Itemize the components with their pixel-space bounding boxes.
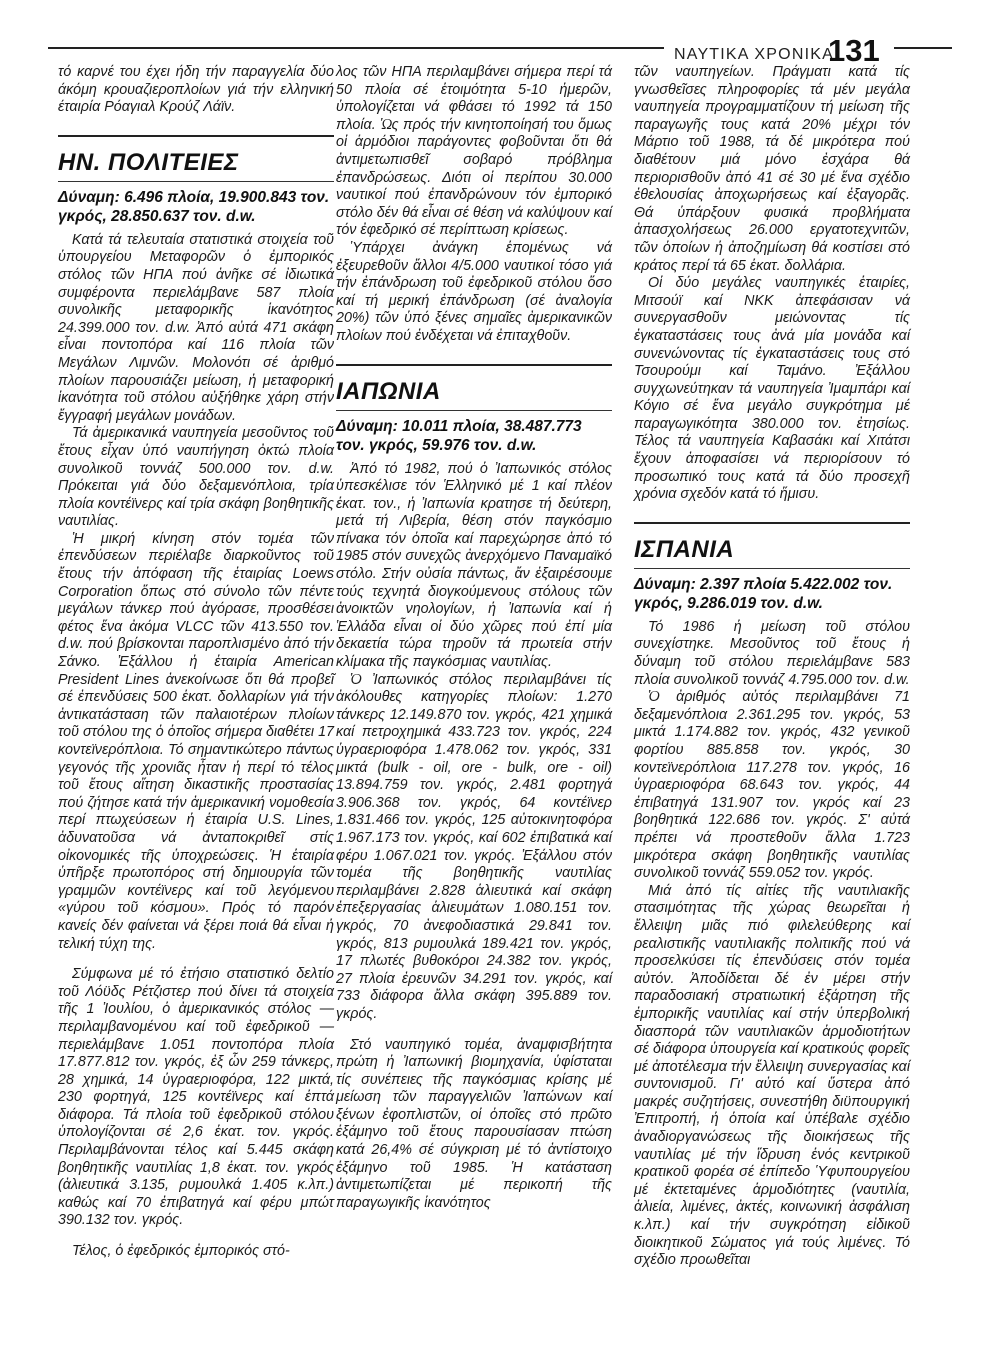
section-rule-spain <box>634 522 910 524</box>
usa-paragraph-1: Κατά τά τελευταία στατιστικά στοιχεία τοῦ ὑπουργείου Μεταφορῶν ὁ ἐμπορικός στόλος τῶν ΗΠΑ πού ἀνῆκε σέ ἰδιωτικά συμφέροντα περιελάμβανε 587 πλοία συνολικῆς μεταφορικῆς ἱκανότητος 24.399.000 τον. d.w. Ἀπό αὐτά 471 σκάφη εἶναι ποντοπόρα καί 116 πλοία τῶν Μεγάλων Λιμνῶν. Μολονότι σέ ἀριθμό πλοίων παρουσιάζει μείωση, ἡ μεταφορική ἱκανότητα τοῦ στόλου αὐξήθηκε χάρη στήν ἔγγραφή μεγάλων μονάδων. <box>58 231 334 424</box>
column-2 <box>336 64 612 1212</box>
spain-paragraph-2: Ὁ ἀριθμός αὐτός περιλαμβάνει 71 δεξαμενόπλοια 2.361.295 τον. γκρός, 53 μικτά 1.174.882 τον. γκρός, 432 γενικοῦ φορτίου 885.858 τον. γκρός, 30 κοντεϊνερόπλοια 117.278 τον. γκρός, 16 ὑγραεριοφόρα 68.643 τον. γκρός, 44 ἐπιβατηγά 131.907 τον. γκρός καί 23 βοηθητικά 122.686 τον. γκρός. Σ' αὐτά πρέπει νά προστεθοῦν ἄλλα 1.723 μικρότερα σκάφη βοηθητικῆς ναυτιλίας συνολικοῦ τοννάζ 559.052 τον. γκρός. <box>634 689 910 882</box>
title-underline-spain <box>634 568 910 569</box>
section-title-usa: ΗΝ. ΠΟΛΙΤΕΙΕΣ <box>58 148 239 176</box>
section-title-japan: ΙΑΠΩΝΙΑ <box>336 377 441 405</box>
title-underline-japan <box>336 410 612 411</box>
section-stats-spain: Δύναμη: 2.397 πλοία 5.422.002 τον. γκρός, 9.286.019 τον. d.w. <box>634 575 893 612</box>
header-rule-left <box>48 47 664 49</box>
section-stats-usa: Δύναμη: 6.496 πλοία, 19.900.843 τον. γκρός, 28.850.637 τον. d.w. <box>58 188 330 225</box>
page-number: 131 <box>828 33 880 68</box>
japan-paragraph-4: Οἱ δύο μεγάλες ναυπηγικές ἑταιρίες, Μιτσούϊ καί ΝΚΚ ἀπεφάσισαν νά συνεργασθοῦν μειώνοντας τίς ἐγκαταστάσεις τους ἀνά μία μονάδα καί συνενώνοντας τίς ἐγκαταστάσεις τους στό Τσουρούμι καί Ταμάνο. Ἐξάλλου συγχωνεύτηκαν τά ναυπηγεία Ἰμαμπάρι καί Κόγιο σέ ἕνα μεγάλο συγκρότημα μέ παραγωγικότητα 380.000 τον. ἐτησίως. Τέλος τά ναυπηγεία Καβασάκι καί Χιτάτσι ἔχουν ἀποφασίσει νά περιορίσουν τό προσωπικό τους κατά τά δύο προσεχῆ χρόνια σχεδόν κατά τό ἥμισυ. <box>634 275 910 503</box>
japan-paragraph-1: Ἀπό τό 1982, πού ὁ Ἰαπωνικός στόλος ὑπεσκέλισε τόν Ἑλληνικό μέ 1 καί πλέον ἑκατ. τον., ἡ Ἰαπωνία κρατησε τή δεύτερη, μετά τή Λιβερία, θέση στόν παγκόσμιο πίνακα τόν ὁποῖα καί παρεχώρησε ἀπό τό 1985 στόν συνεχῶς ἀνερχόμενο Παναμαϊκό στόλο. Στήν οὐσία πάντως, ἄν ἐξαιρέσουμε τούς τεχνητά διογκούμενους στόλους τῶν ἀνοικτῶν νηολογίων, ἡ Ἰαπωνία καί ἡ Ἑλλάδα εἶναι οἱ δύο χῶρες πού ἐπί μία δεκαετία τώρα τηροῦν τά πρωτεία στήν κλίμακα τῆς παγκόσμιας ναυτιλίας. <box>336 460 612 671</box>
usa-paragraph-4: Σύμφωνα μέ τό ἐτήσιο στατιστικό δελτίο τοῦ Λόϋδς Ρέτζιστερ πού δίνει τά στοιχεία τῆς 1 Ἰουλίου, ὁ ἀμερικανικός στόλος — περιλαμβανομένου καί τοῦ ἐφεδρικοῦ — περιελάμβανε 1.051 ποντοπόρα πλοία 17.877.812 τον. γκρός, ἐξ ὧν 259 τάνκερς, 28 χημικά, 14 ὑγραεριοφόρα, 122 μικτά, 230 φορτηγά, 125 κοντέϊνερς καί ἑπτά διάφορα. Τά πλοία τοῦ ἐφεδρικοῦ στόλου ὑπολογίζονται σέ 2,6 ἑκατ. τον. γκρός. Περιλαμβάνονται τέλος καί 5.445 σκάφη βοηθητικῆς ναυτιλίας 1,8 ἑκατ. τον. γκρός (ἀλιευτικά 3.135, ρυμουλκά 1.405 κ.λπ.) καθώς καί 70 ἐπιβατηγά καί φέρυ μπώτ 390.132 τον. γκρός. <box>58 966 334 1229</box>
column-1 <box>58 64 334 1261</box>
usa-paragraph-6: Ὑπάρχει ἀνάγκη ἑπομένως νά ἐξευρεθοῦν ἄλλοι 4/5.000 ναυτικοί τόσο γιά τήν ἐπάνδρωση τοῦ ἐφεδρικοῦ στόλου ὅσο καί τή μερική ἐπάνδρωση (σέ ἀναλογία 20%) τῶν ὑπό ξένες σημαῖες ἀμερικανικῶν πλοίων πού ἐνδέχεται νά ἐπιταχθοῦν. <box>336 239 612 344</box>
usa-paragraph-3: Ἡ μικρή κίνηση στόν τομέα τῶν ἐπενδύσεων περιέλαβε διαρκοῦντος τοῦ ἔτους τήν ἀπόφαση τῆς ἑταιρίας Loews Corporation ὅπως στό σύνολο τῶν πέντε μεγάλων τάνκερ πού ἀγόρασε, προσθέσει φέτος ἕνα ἀκόμα VLCC τῶν 413.550 τον. d.w. πού βρίσκονται παροπλισμένο ἀπό τήν Σάνκο. Ἐξάλλου ἡ ἑταιρία American President Lines ἀνεκοίνωσε ὅτι θά προβεῖ σέ ἐπενδύσεις 500 ἑκατ. δολλαρίων γιά τήν ἀντικατάσταση τῶν παλαιοτέρων πλοίων τοῦ στόλου της ὁ ὁποῖος σήμερα διαθέτει 17 κοντεϊνερόπλοια. Τό σημαντικώτερο πάντως γεγονός τῆς χρονιᾶς ἦταν ἡ περί τό τέλος τοῦ ἔτους αἴτηση δικαστικῆς προστασίας πού ζήτησε κατά τήν ἀμερικανική νομοθεσία περί πτωχεύσεων ἡ ἑταιρία U.S. Lines, ἀδυνατοῦσα νά ἀνταποκριθεῖ στίς οἰκονομικές τῆς ὑποχρεώσεις. Ἡ ἑταιρία ὑπῆρξε πρωτοπόρος στή δημιουργία τῶν γραμμῶν κοντέϊνερς καί τοῦ λεγόμενου «γύρου τοῦ κόσμου». Πρός τό παρόν κανείς δέν φαίνεται νά ξέρει ποιά θά εἶναι ἡ τελική τύχη της. <box>58 530 334 952</box>
journal-title: ΝΑΥΤΙΚΑ ΧΡΟΝΙΚΑ <box>674 46 834 63</box>
header-rule-right <box>894 47 952 49</box>
section-title-spain: ΙΣΠΑΝΙΑ <box>634 535 735 563</box>
intro-paragraph: τό καρνέ του έχει ήδη τήν παραγγελία δύο άκόμη κρουαζιεροπλοίων γιά τήν ελληνική έταιρία Ρόαγιαλ Κρούζ Λάϊν. <box>58 64 334 116</box>
usa-paragraph-5: Τέλος, ὁ ἐφεδρικός ἐμπορικός στό- <box>72 1243 290 1260</box>
section-stats-japan: Δύναμη: 10.011 πλοία, 38.487.773 τον. γκρός, 59.976 τον. d.w. <box>336 417 582 454</box>
spain-paragraph-1: Τό 1986 ἡ μείωση τοῦ στόλου συνεχίστηκε. Μεσοῦντος τοῦ ἔτους ἡ δύναμη τοῦ στόλου περιελάμβανε 583 πλοία συνολικοῦ τοννάζ 4.795.000 τον. d.w. <box>634 618 910 688</box>
usa-paragraph-2: Τά ἀμερικανικά ναυπηγεία μεσοῦντος τοῦ ἔτους εἶχαν ὑπό ναυπήγηση ὀκτώ πλοία συνολικοῦ τοννάζ 500.000 τον. d.w. Πρόκειται γιά δύο δεξαμενόπλοια, τρία πλοία κοντέϊνερς καί τρία σκάφη βοηθητικῆς ναυτιλίας. <box>58 425 334 530</box>
japan-paragraph-2: Ὁ Ἰαπωνικός στόλος περιλαμβάνει τίς ἀκόλουθες κατηγορίες πλοίων: 1.270 τάνκερς 12.149.870 τον. γκρός, 421 χημικά καί πετροχημικά 433.723 τον. γκρός, 224 ὑγραεριοφόρα 1.478.062 τον. γκρός, 331 μικτά (bulk - oil, ore - bulk, ore - oil) 13.894.759 τον. γκρός, 2.481 φορτηγά 3.906.368 τον. γκρός, 64 κοντέϊνερ 1.831.466 τον. γκρός, 125 αὐτοκινητοφόρα 1.967.173 τον. γκρός, καί 602 ἐπιβατικά καί φέρυ 1.067.021 τον. γκρός. Ἐξάλλου στόν τομέα τῆς βοηθητικῆς ναυτιλίας περιλαμβάνει 2.828 ἁλιευτικά καί σκάφη ἐπεξεργασίας ἁλιευμάτων 1.080.151 τον. γκρός, 70 ἀνεφοδιαστικά 29.841 τον. γκρός, 813 ρυμουλκά 189.421 τον. γκρός, 17 πλωτές βυθοκόροι 24.382 τον. γκρός, 27 πλοία ἐρευνῶν 34.291 τον. γκρός, καί 733 διάφορα ἄλλα σκάφη 395.889 τον. γκρός. <box>336 671 612 1022</box>
section-rule-japan <box>336 364 612 366</box>
section-rule-usa <box>58 135 334 137</box>
japan-paragraph-3: Στό ναυπηγικό τομέα, ἀναμφισβήτητα πρώτη ἡ Ἰαπωνική βιομηχανία, ὑφίσταται τίς συνέπειες τῆς παγκόσμιας κρίσης μέ μείωση τῶν παραγγελιῶν Ἰαπώνων καί ξένων ἐφοπλιστῶν, οἱ ὁποῖες στό πρῶτο ἑξάμηνο τοῦ ἔτους παρουσίασαν πτώση κατά 26,4% σέ σύγκριση μέ τό ἀντίστοιχο ἑξάμηνο τοῦ 1985. Ἡ κατάσταση ἀντιμετωπίζεται μέ περικοπή τῆς παραγωγικῆς ἱκανότητος <box>336 1036 612 1211</box>
japan-continuation: τῶν ναυπηγείων. Πράγματι κατά τίς γνωσθεῖσες πληροφορίες τά μέν μεγάλα ναυπηγεία προγραμματίζουν τή μείωση τῆς παραγωγῆς τους κατά 20% μέχρι τόν Μάρτιο τοῦ 1988, τά δέ μικρότερα πού διαθέτουν μιά μόνο ἐσχάρα θά περιορισθοῦν ἀπό 41 σέ 30 μέ ἕνα σχέδιο ἐθελουσίας ἀποχωρήσεως καί ἐξαγορᾶς. Θά ὑπάρξουν φυσικά προβλήματα ἀπασχολήσεως 26.000 εργατοτεχνιτῶν, τῶν ὁποίων ἡ ἀποζημίωση θά κοστίσει στό κράτος περί τά 65 ἑκατ. δολλάρια. <box>634 64 910 274</box>
title-underline-usa <box>58 181 334 182</box>
spain-paragraph-3: Μιά ἀπό τίς αἰτίες τῆς ναυτιλιακῆς στασιμότητας τῆς χώρας θεωρεῖται ἡ ἔλλειψη μιᾶς πιό φιλελεύθερης καί ρεαλιστικῆς ναυτιλιακῆς πολιτικῆς πού νά προσελκύσει τίς ἐπενδύσεις στόν τομέα αὐτόν. Ἀποδίδεται δέ ἐν μέρει στήν παραδοσιακή στρατιωτική ἐξάρτηση τῆς ἐμπορικῆς ναυτιλίας καί στήν ὑπερβολική διασπορά τῶν ναυτιλιακῶν ἁρμοδιοτήτων σέ διάφορα ὑπουργεία καί κρατικούς φορεῖς μέ ἀποτέλεσμα τήν ἔλλειψη συνεργασίας καί συντονισμοῦ. Γι' αὐτό καί ὕστερα ἀπό μακρές συζητήσεις, συνεστήθη διϋπουργική Ἐπιτροπή, ἡ ὁποία καί ὑπέβαλε σχέδιο ἀναδιοργανώσεως τῆς διοικήσεως τῆς ναυτιλίας μέ τήν ἵδρυση ἑνός κεντρικοῦ κρατικοῦ φορέα σέ ἐπίπεδο Ὑφυπουργείου μέ ἐκτεταμένες ἁρμοδιότητες (ναυτιλία, ἁλιεία, λιμένες, ἀκτές, κοινωνική ἀσφάλιση κ.λπ.) καί τήν συγκρότηση εἰδικοῦ διοικητικοῦ Σώματος γιά τούς λιμένες. Τό σχέδιο προωθεῖται <box>634 882 911 1269</box>
column-3 <box>634 64 910 1270</box>
usa-continuation: λος τῶν ΗΠΑ περιλαμβάνει σήμερα περί τά 50 πλοία σέ ἑτοιμότητα 5-10 ἡμερῶν, ὑπολογίζεται νά φθάσει τό 1992 τά 150 πλοία. Ὡς πρός τήν κινητοποίησή του ὅμως οἱ ἁρμόδιοι παράγοντες φοβοῦνται ὅτι θά ἀντιμετωπισθεῖ σοβαρό πρόβλημα ἐπανδρώσεως. Διότι οἱ περίπου 30.000 ναυτικοί πού ἐπανδρώνουν τόν ἐμπορικό στόλο δέν θά εἶναι σέ θέση νά καλύψουν καί τόν ἐφεδρικό σέ περίπτωση κρίσεως. <box>336 64 612 239</box>
